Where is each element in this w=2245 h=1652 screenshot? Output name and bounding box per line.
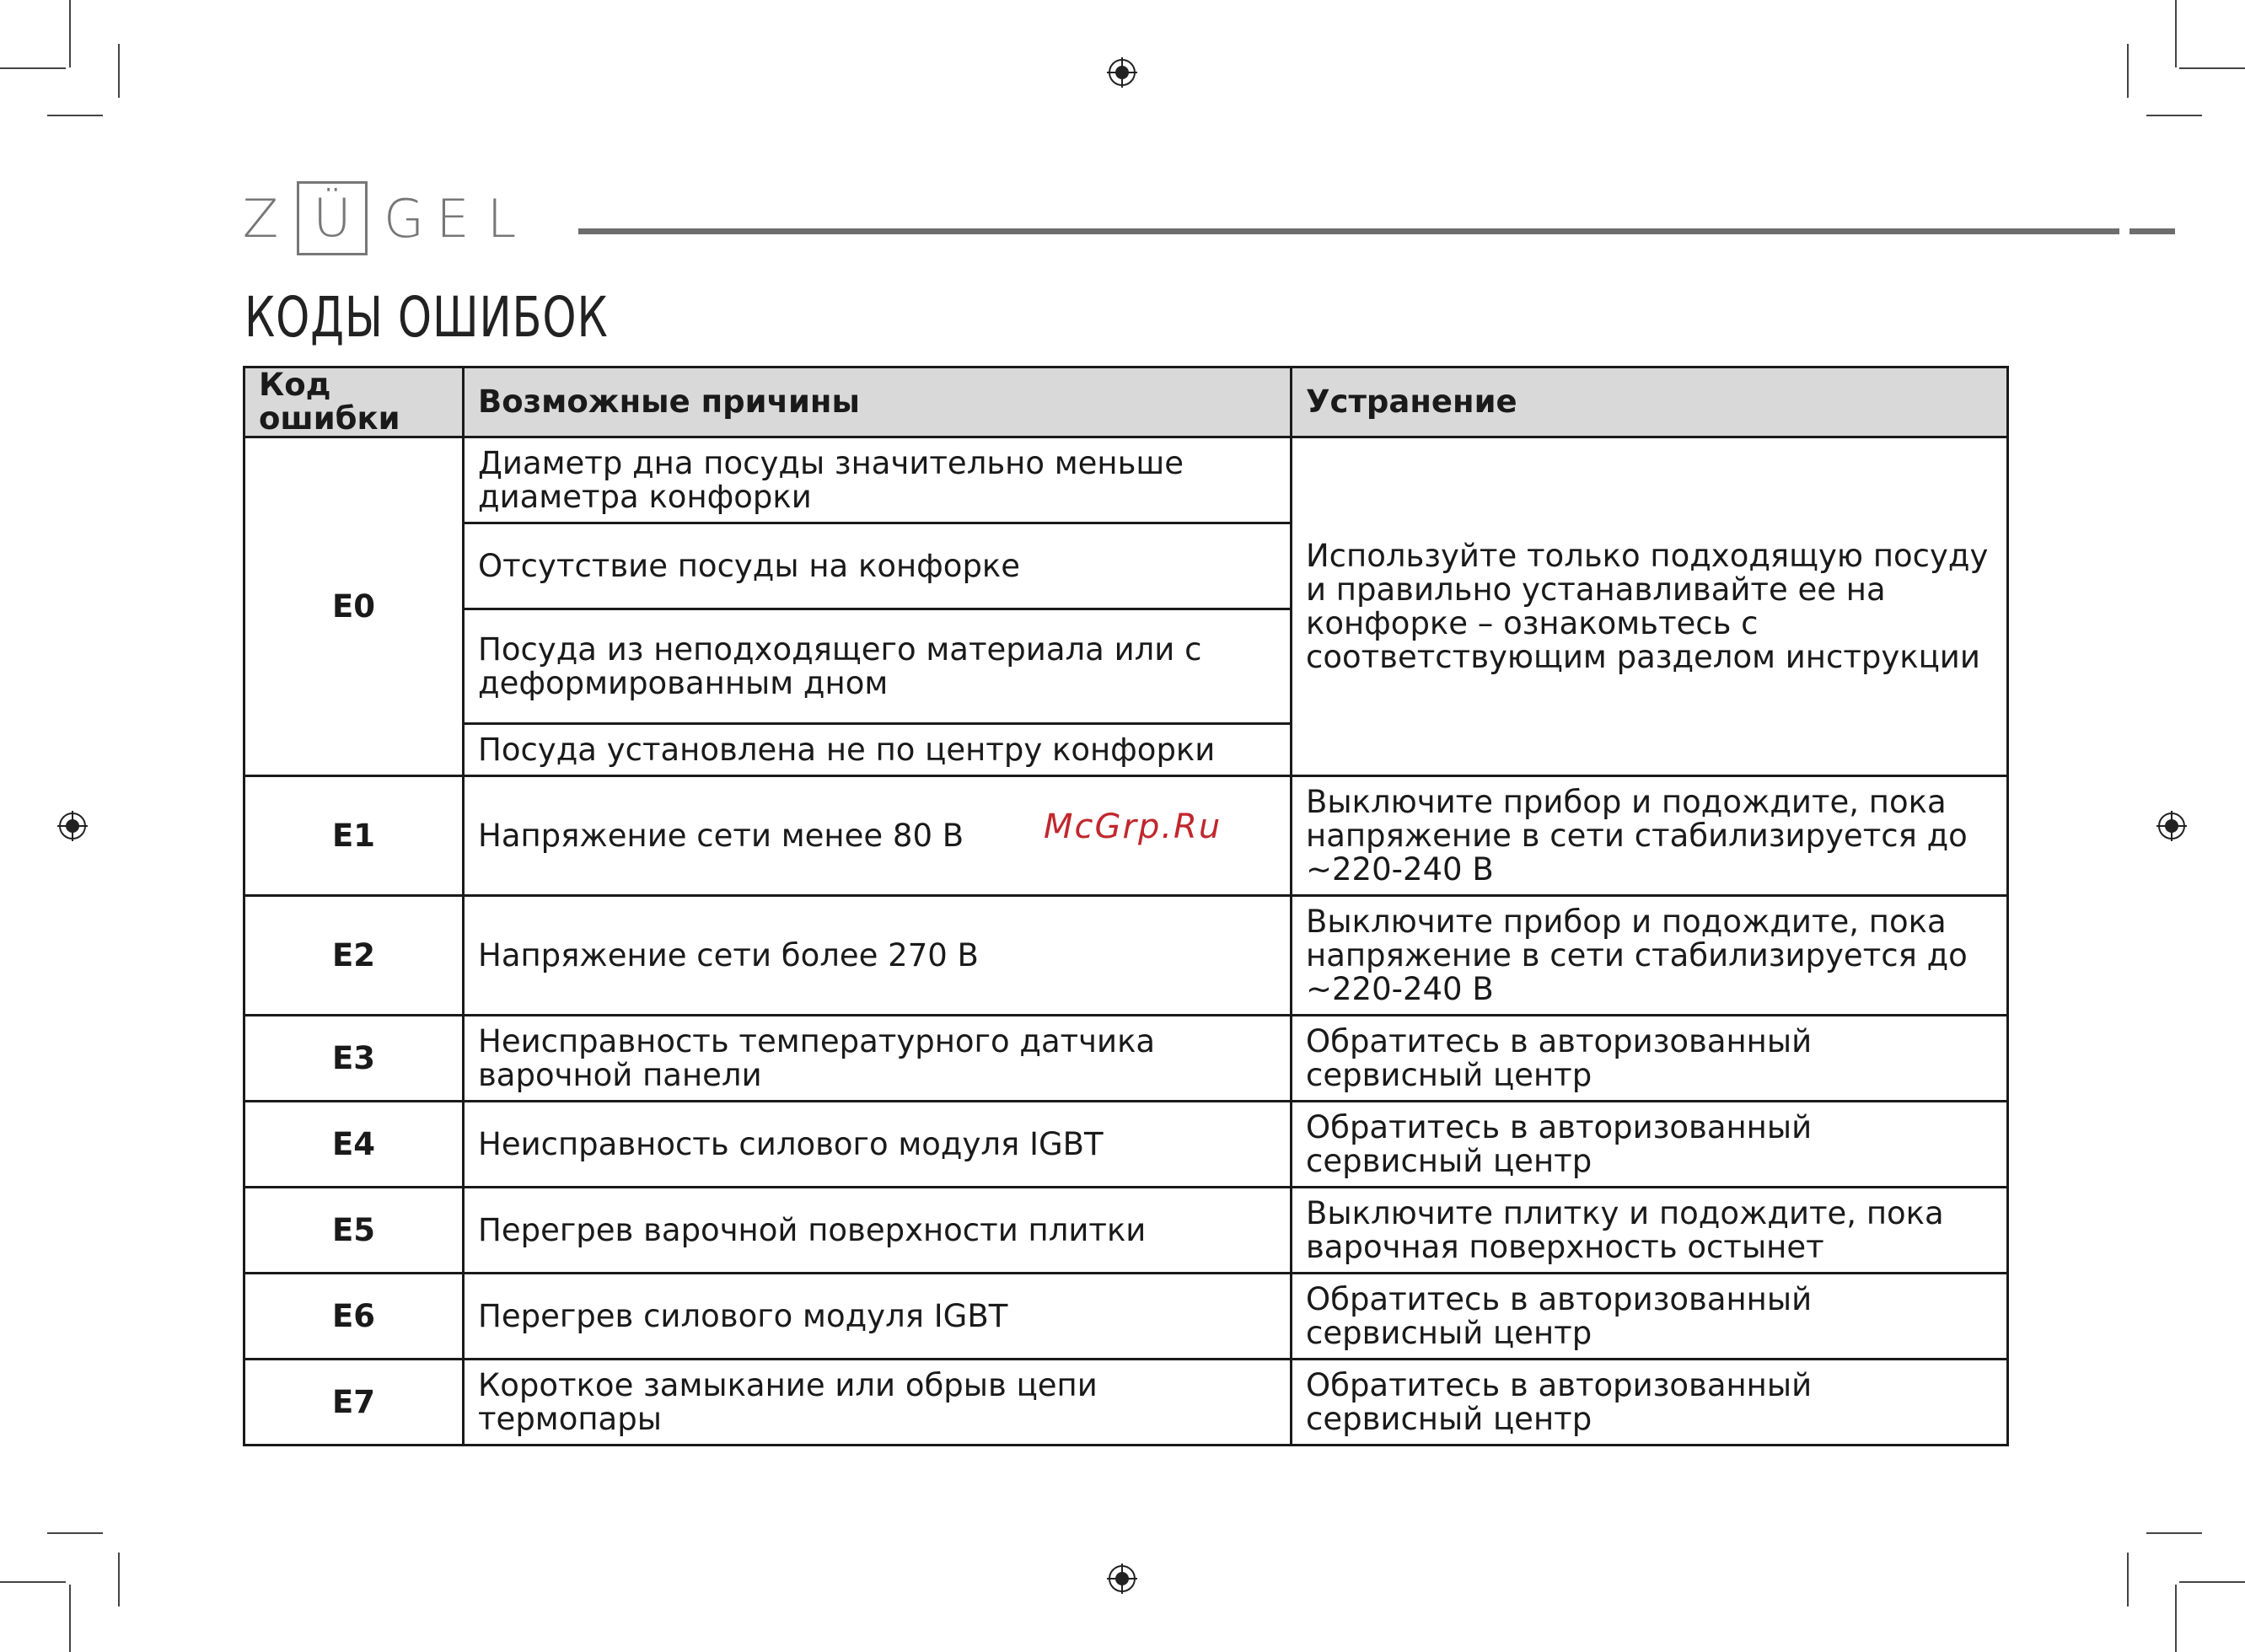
crop-mark	[69, 0, 71, 67]
logo-letter-boxed: Ü	[297, 181, 368, 255]
table-row	[244, 1102, 2008, 1188]
crop-mark	[0, 67, 66, 69]
header-code: Код ошибки	[244, 367, 464, 437]
crop-mark	[47, 115, 103, 116]
crop-mark	[2146, 115, 2202, 116]
table-row	[244, 1274, 2008, 1360]
crop-mark	[2127, 44, 2129, 98]
table-row	[244, 1360, 2008, 1446]
error-remedy: Обратитесь в авторизованный сервисный центр	[1292, 1274, 2008, 1360]
crop-mark	[2127, 1553, 2129, 1606]
error-cause: Отсутствие посуды на конфорке	[464, 523, 1292, 609]
error-cause: Напряжение сети более 270 В	[464, 896, 1292, 1016]
crop-mark	[0, 1581, 66, 1583]
logo-letter: E	[436, 187, 470, 249]
crop-mark	[2179, 1581, 2245, 1583]
page-title: КОДЫ ОШИБОК	[244, 285, 609, 350]
error-remedy: Выключите прибор и подождите, пока напряжение в сети стабилизируется до ~220-240 В	[1292, 896, 2008, 1016]
table-row	[244, 1016, 2008, 1102]
brand-logo	[236, 182, 526, 255]
error-cause: Перегрев варочной поверхности плитки	[464, 1188, 1292, 1274]
error-code: E1	[244, 776, 464, 896]
error-code: E7	[244, 1360, 464, 1446]
logo-letter: Z	[242, 187, 279, 249]
registration-mark-icon	[1107, 57, 1137, 88]
error-codes-table	[243, 366, 2009, 1446]
crop-mark	[2179, 67, 2245, 69]
logo-letter: L	[486, 187, 517, 249]
header-rule	[578, 228, 2119, 234]
crop-mark	[2175, 1585, 2177, 1652]
error-code: E4	[244, 1102, 464, 1188]
crop-mark	[118, 44, 120, 98]
error-code: E0	[244, 437, 464, 776]
registration-mark-icon	[1107, 1564, 1137, 1594]
header-causes: Возможные причины	[464, 367, 1292, 437]
error-cause: Напряжение сети менее 80 В	[464, 776, 1292, 896]
error-code: E5	[244, 1188, 464, 1274]
logo-letter: G	[383, 187, 425, 249]
error-code: E6	[244, 1274, 464, 1360]
error-code: E3	[244, 1016, 464, 1102]
error-remedy: Обратитесь в авторизованный сервисный центр	[1292, 1016, 2008, 1102]
watermark: McGrp.Ru	[1044, 807, 1222, 846]
registration-mark-icon	[2156, 811, 2187, 841]
error-remedy: Выключите прибор и подождите, пока напряжение в сети стабилизируется до ~220-240 В	[1292, 776, 2008, 896]
error-remedy: Выключите плитку и подождите, пока варочная поверхность остынет	[1292, 1188, 2008, 1274]
error-cause: Диаметр дна посуды значительно меньше диаметра конфорки	[464, 437, 1292, 523]
error-remedy: Обратитесь в авторизованный сервисный центр	[1292, 1360, 2008, 1446]
error-remedy: Обратитесь в авторизованный сервисный центр	[1292, 1102, 2008, 1188]
table-header-row	[244, 367, 2008, 437]
crop-mark	[47, 1532, 103, 1534]
header-rule-end	[2130, 228, 2175, 234]
table-row	[244, 896, 2008, 1016]
error-code: E2	[244, 896, 464, 1016]
error-cause: Посуда из неподходящего материала или с деформированным дном	[464, 609, 1292, 724]
crop-mark	[2175, 0, 2177, 67]
error-remedy: Используйте только подходящую посуду и правильно устанавливайте ее на конфорке – ознакомьтесь с соответствующим разделом инструкции	[1292, 437, 2008, 776]
header-remedy: Устранение	[1292, 367, 2008, 437]
crop-mark	[69, 1585, 71, 1652]
error-cause: Неисправность силового модуля IGBT	[464, 1102, 1292, 1188]
crop-mark	[2146, 1532, 2202, 1534]
error-cause: Неисправность температурного датчика варочной панели	[464, 1016, 1292, 1102]
error-cause: Короткое замыкание или обрыв цепи термопары	[464, 1360, 1292, 1446]
table-row	[244, 1188, 2008, 1274]
crop-mark	[118, 1553, 120, 1606]
error-cause: Посуда установлена не по центру конфорки	[464, 724, 1292, 776]
registration-mark-icon	[57, 811, 88, 841]
error-cause: Перегрев силового модуля IGBT	[464, 1274, 1292, 1360]
table-row	[244, 437, 2008, 523]
